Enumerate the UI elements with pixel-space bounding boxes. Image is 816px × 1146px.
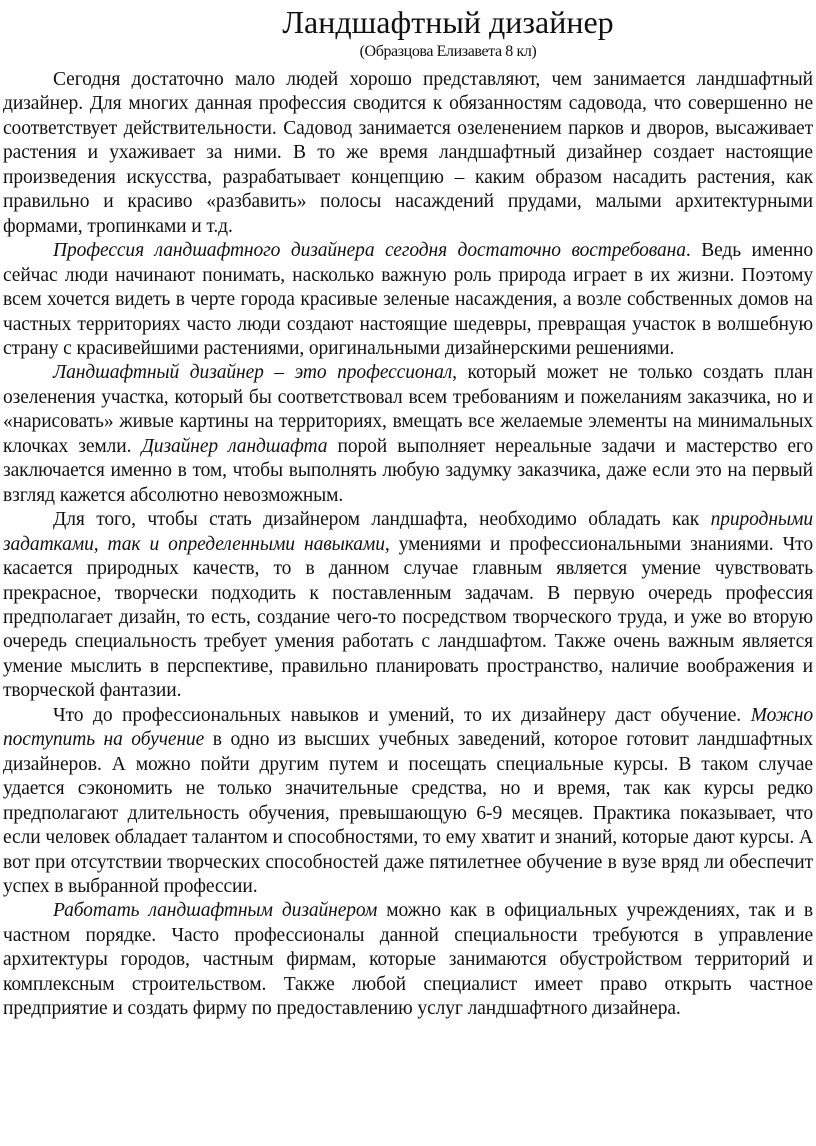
paragraph-text: порой выполняет нереальные задачи и мастерство его заключается именно в том, чтобы выполнять любую задумку заказчика, даже если это на первый взгляд кажется абсолютно невозможным. <box>3 435 813 506</box>
paragraph-emphasis: природными задатками, так и определенными навыками <box>3 509 813 555</box>
paragraph-emphasis: Ландшафтный дизайнер – это профессионал <box>53 362 453 384</box>
paragraph-text: , умениями и профессиональными знаниями. Что касается природных качеств, то в данном случае главным является умение чувствовать прекрасное, творчески подходить к поставленным задачам. В первую очередь профессия предполагает дизайн, то есть, создание чего-то посредством творческого труда, и уже во вторую очередь специальность требует умения работать с ландшафтом. Также очень важным является умение мыслить в перспективе, правильно планировать пространство, наличие воображения и творческой фантазии. <box>3 533 813 702</box>
paragraph-emphasis: Профессия ландшафтного дизайнера сегодня достаточно востребована <box>53 240 686 262</box>
author-subtitle: (Образцова Елизавета 8 кл) <box>359 43 537 60</box>
paragraph-emphasis: Можно поступить на обучение <box>3 704 813 751</box>
paragraph-1 <box>3 68 813 239</box>
paragraph-text: , который может не только создать план озеленения участка, который бы соответствовал всем требованиям и пожеланиям заказчика, но и «нарисовать» живые картины на территориях, вмещать все желаемые элементы на минимальных клочках земли. <box>3 362 813 457</box>
paragraph-3 <box>3 361 813 508</box>
paragraph-5 <box>3 704 813 900</box>
page-title: Ландшафтный дизайнер <box>282 4 614 40</box>
paragraph-4 <box>3 508 813 704</box>
paragraph-6 <box>3 899 813 1021</box>
paragraph-text: . Ведь именно сейчас люди начинают понимать, насколько важную роль природа играет в их жизни. Поэтому всем хочется видеть в черте города красивые зеленые насаждения, а возле собственных домов на частных территориях часто люди создают настоящие шедевры, превращая участок в волшебную страну с красивейшими растениями, оригинальными дизайнерскими решениями. <box>3 240 813 359</box>
paragraph-emphasis: Дизайнер ландшафта <box>141 435 328 457</box>
paragraph-text: можно как в официальных учреждениях, так и в частном порядке. Часто профессионалы данной специальности требуются в управление архитектуры городов, частным фирмам, которые занимаются обустройством территорий и комплексным строительством. Также любой специалист имеет право открыть частное предприятие и создать фирму по предоставлению услуг ландшафтного дизайнера. <box>3 900 813 1020</box>
paragraph-text: Что до профессиональных навыков и умений, то их дизайнеру даст обучение. <box>53 704 751 726</box>
paragraph-text: Сегодня достаточно мало людей хорошо представляют, чем занимается ландшафтный дизайнер. Для многих данная профессия сводится к обязанностям садовода, что совершенно не соответствует действительности. Садовод занимается озеленением парков и дворов, высаживает растения и ухаживает за ними. В то же время ландшафтный дизайнер создает настоящие произведения искусства, разрабатывает концепцию – каким образом насадить растения, как правильно и красиво «разбавить» полосы насаждений прудами, малыми архитектурными формами, тропинками и т.д. <box>3 69 813 237</box>
paragraph-emphasis: Работать ландшафтным дизайнером <box>53 900 378 922</box>
paragraph-text: Для того, чтобы стать дизайнером ландшафта, необходимо обладать как <box>53 509 711 531</box>
paragraph-text: в одно из высших учебных заведений, которое готовит ландшафтных дизайнеров. А можно пойти другим путем и посещать специальные курсы. В таком случае удается сэкономить не только значительные средства, но и время, так как курсы редко предполагают длительность обучения, превышающую 6-9 месяцев. Практика показывает, что если человек обладает талантом и способностями, то ему хватит и знаний, которые дают курсы. А вот при отсутствии творческих способностей даже пятилетнее обучение в вузе вряд ли обеспечит успех в выбранной профессии. <box>3 729 813 897</box>
paragraph-2 <box>3 239 813 361</box>
